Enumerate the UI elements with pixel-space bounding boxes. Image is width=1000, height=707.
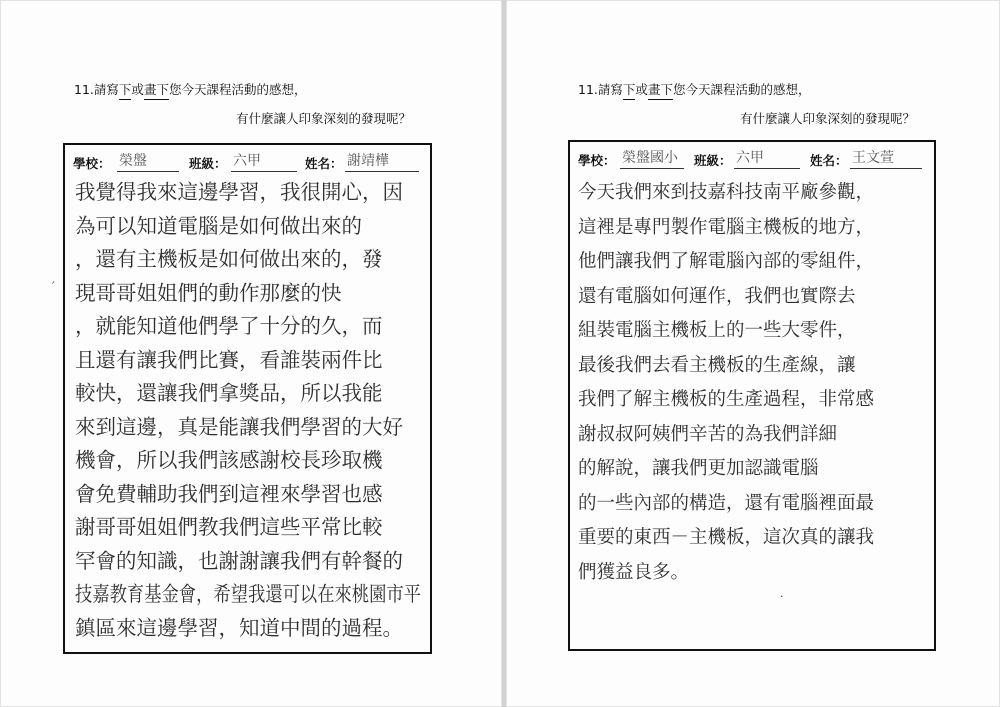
handwritten-line: 為可以知道電腦是如何做出來的 bbox=[75, 213, 362, 238]
handwritten-line: 較快，還讓我們拿獎品，所以我能 bbox=[75, 381, 383, 405]
handwritten-line: 鎮區來這邊學習，知道中間的過程。 bbox=[75, 615, 403, 640]
form-header bbox=[570, 142, 934, 176]
handwritten-line: 他們讓我們了解電腦內部的零組件， bbox=[578, 251, 875, 272]
handwritten-line: 謝哥哥姐姐們教我們這些平常比較 bbox=[75, 515, 383, 539]
question-prompt-line2-right: 有什麼讓人印象深刻的發現呢？ bbox=[740, 111, 916, 126]
handwritten-answer-left bbox=[75, 175, 421, 645]
handwritten-line: 來到這邊，真是能讓我們學習的大好 bbox=[75, 414, 403, 439]
school-line bbox=[620, 168, 684, 169]
school-value: 榮盤 bbox=[119, 153, 147, 169]
grade-line bbox=[734, 168, 800, 169]
handwritten-line: ，就能知道他們學了十分的久，而 bbox=[75, 314, 383, 338]
underlined-keyword: 畫下 bbox=[647, 82, 673, 97]
handwritten-line: 現哥哥姐姐們的動作那麼的快 bbox=[75, 280, 342, 305]
stray-mark: · bbox=[780, 590, 784, 603]
grade-value: 六甲 bbox=[233, 153, 261, 169]
handwritten-line: 的解說，讓我們更加認識電腦 bbox=[578, 458, 819, 479]
question-number: 11. bbox=[74, 82, 94, 97]
question-prompt-right: 11.請寫下或畫下您今天課程活動的感想， bbox=[578, 82, 811, 97]
school-label: 學校： bbox=[73, 156, 111, 171]
name-value: 王文萱 bbox=[852, 150, 894, 166]
grade-value: 六甲 bbox=[736, 150, 764, 166]
answer-box-left bbox=[63, 143, 432, 654]
handwritten-line: 謝叔叔阿姨們辛苦的為我們詳細 bbox=[578, 423, 838, 445]
grade-label: 班級： bbox=[694, 153, 732, 168]
form-header bbox=[65, 145, 430, 179]
question-prompt-line2-left: 有什麼讓人印象深刻的發現呢？ bbox=[236, 111, 412, 126]
name-label: 姓名： bbox=[810, 153, 848, 168]
school-value: 榮盤國小 bbox=[622, 150, 678, 166]
handwritten-line: 會免費輔助我們到這裡來學習也感 bbox=[75, 481, 383, 506]
handwritten-line: 這裡是專門製作電腦主機板的地方， bbox=[578, 216, 875, 238]
handwritten-line: 組裝電腦主機板上的一些大零件， bbox=[578, 320, 856, 341]
underlined-keyword: 下 bbox=[622, 82, 636, 97]
name-line bbox=[345, 171, 419, 172]
handwritten-line: 重要的東西－主機板，這次真的讓我 bbox=[578, 527, 875, 548]
grade-label: 班級： bbox=[189, 156, 227, 171]
handwritten-line: 我們了解主機板的生產過程，非常感 bbox=[578, 389, 875, 410]
underlined-keyword: 畫下 bbox=[143, 82, 169, 97]
school-label: 學校： bbox=[578, 153, 616, 168]
handwritten-line: 且還有讓我們比賽，看誰裝兩件比 bbox=[75, 347, 383, 372]
question-prompt-left: 11.請寫下或畫下您今天課程活動的感想， bbox=[74, 82, 307, 97]
name-label: 姓名： bbox=[305, 156, 343, 171]
handwritten-line: 今天我們來到技嘉科技南平廠參觀， bbox=[578, 182, 875, 203]
school-line bbox=[117, 171, 179, 172]
handwritten-line: 的一些內部的構造，還有電腦裡面最 bbox=[578, 492, 875, 514]
handwritten-line: 罕會的知識，也謝謝讓我們有幹餐的 bbox=[75, 548, 403, 573]
question-number: 11. bbox=[578, 82, 598, 97]
grade-line bbox=[231, 171, 297, 172]
name-value: 謝靖樺 bbox=[347, 153, 389, 169]
answer-box-right bbox=[568, 140, 936, 651]
handwritten-line: ，還有主機板是如何做出來的，發 bbox=[75, 247, 383, 271]
name-line bbox=[850, 168, 922, 169]
handwritten-line: 還有電腦如何運作，我們也實際去 bbox=[578, 285, 856, 307]
handwritten-line: 機會，所以我們該感謝校長珍取機 bbox=[75, 448, 383, 472]
stray-mark: ˊ bbox=[50, 280, 56, 293]
handwritten-answer-right bbox=[578, 178, 926, 598]
underlined-keyword: 下 bbox=[118, 82, 132, 97]
handwritten-line: 我覺得我來這邊學習，我很開心，因 bbox=[75, 180, 403, 204]
handwritten-line: 最後我們去看主機板的生產線，讓 bbox=[578, 354, 856, 376]
handwritten-line: 們獲益良多。 bbox=[578, 561, 690, 583]
handwritten-line: 技嘉教育基金會，希望我還可以在來桃園市平 bbox=[75, 582, 422, 606]
